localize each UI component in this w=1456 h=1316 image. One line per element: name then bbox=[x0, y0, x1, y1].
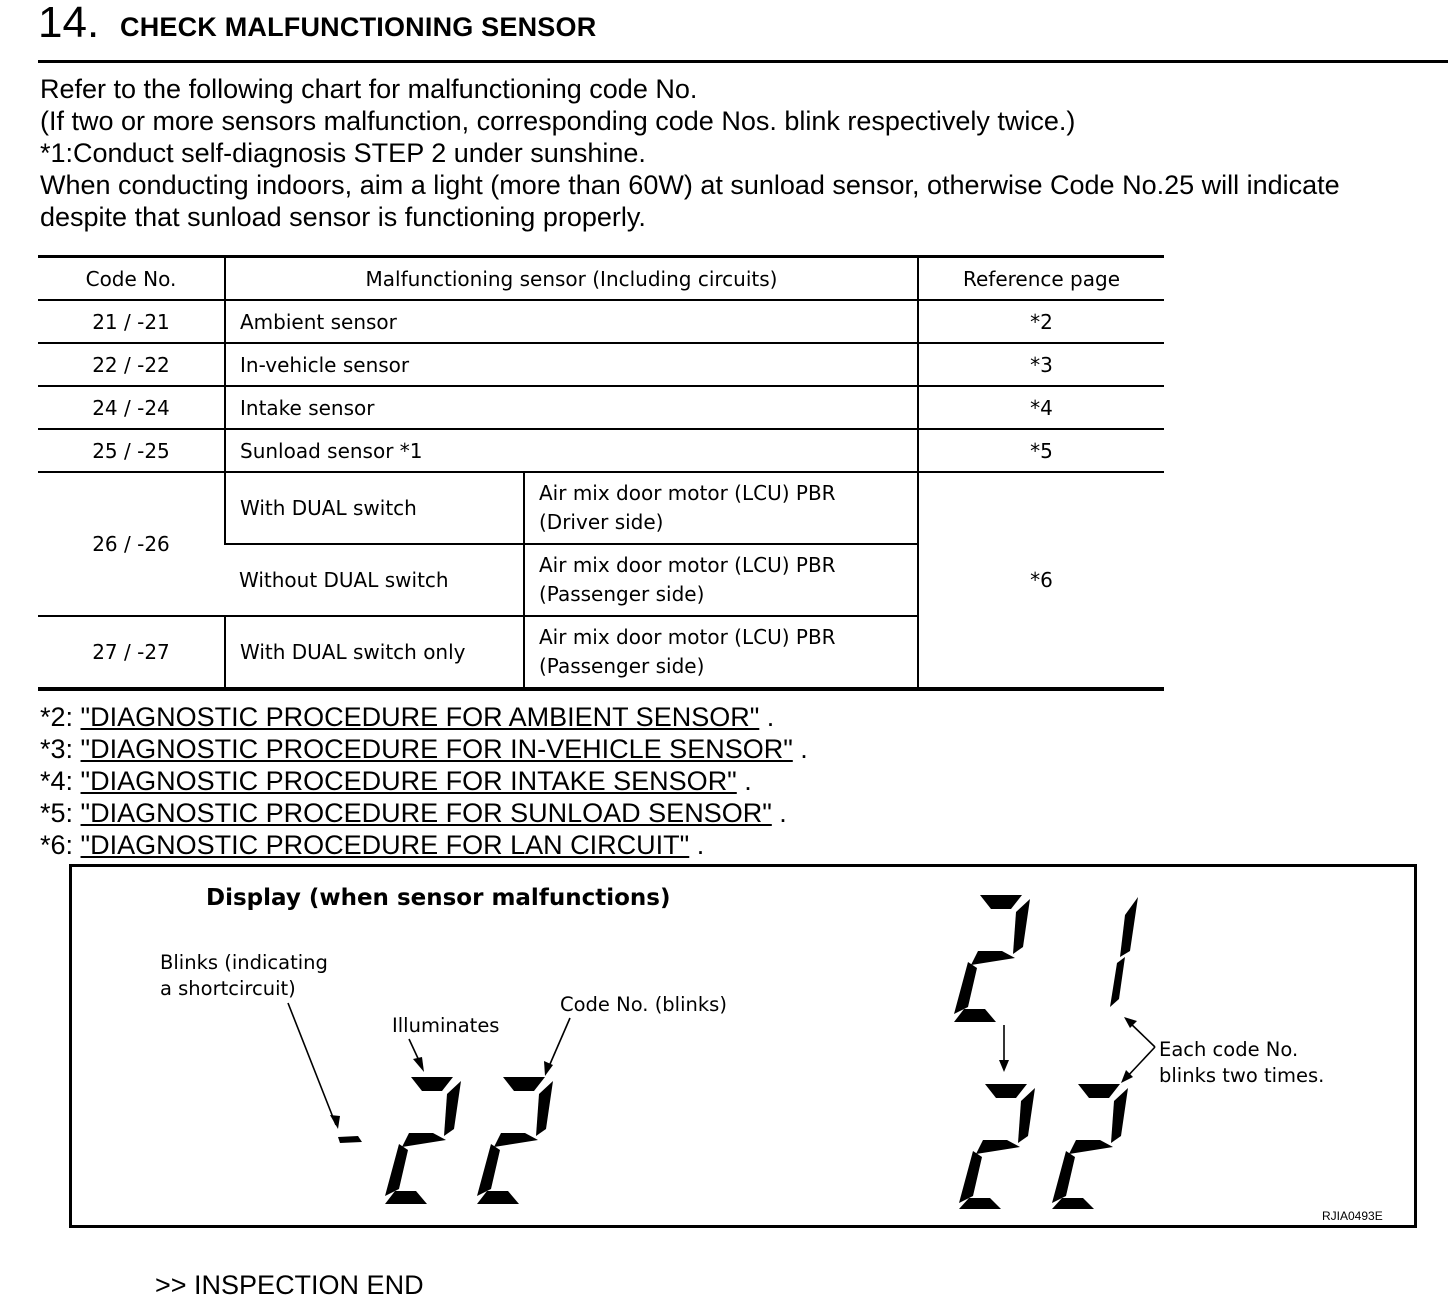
code-cell: 26 / -26 bbox=[38, 472, 225, 616]
reference-item bbox=[40, 701, 808, 733]
sensor-cell: Intake sensor bbox=[225, 386, 918, 429]
detail-line: (Passenger side) bbox=[539, 582, 705, 606]
code-cell: 22 / -22 bbox=[38, 343, 225, 386]
reference-link[interactable]: "DIAGNOSTIC PROCEDURE FOR SUNLOAD SENSOR" bbox=[80, 798, 772, 828]
minus-segment bbox=[338, 1136, 362, 1143]
intro-text bbox=[40, 73, 1456, 233]
seven-segment-digit bbox=[959, 1084, 1035, 1209]
intro-line: (If two or more sensors malfunction, corresponding code Nos. blink respectively twice.) bbox=[40, 106, 1076, 136]
reference-key: *4: bbox=[40, 766, 81, 796]
ref-cell: *2 bbox=[918, 300, 1164, 343]
sensor-cell: In-vehicle sensor bbox=[225, 343, 918, 386]
detail-line: (Driver side) bbox=[539, 510, 664, 534]
code-cell: 21 / -21 bbox=[38, 300, 225, 343]
seven-segment-digit bbox=[477, 1077, 553, 1204]
detail-line: Air mix door motor (LCU) PBR bbox=[539, 481, 836, 505]
table-row bbox=[38, 386, 1164, 429]
reference-link[interactable]: "DIAGNOSTIC PROCEDURE FOR IN-VEHICLE SENSOR" bbox=[80, 734, 793, 764]
seven-segment-digit bbox=[954, 895, 1030, 1022]
arrow-head bbox=[330, 1115, 340, 1129]
reference-link[interactable]: "DIAGNOSTIC PROCEDURE FOR INTAKE SENSOR" bbox=[80, 766, 737, 796]
arrow-head bbox=[544, 1061, 553, 1076]
ref-cell: *3 bbox=[918, 343, 1164, 386]
reference-tail: . bbox=[736, 766, 752, 796]
detail-cell bbox=[524, 616, 918, 689]
reference-link[interactable]: "DIAGNOSTIC PROCEDURE FOR AMBIENT SENSOR" bbox=[80, 702, 760, 732]
detail-cell bbox=[524, 544, 918, 616]
condition-cell: With DUAL switch bbox=[225, 472, 524, 544]
code-blinks-label: Code No. (blinks) bbox=[560, 993, 727, 1016]
detail-line: Air mix door motor (LCU) PBR bbox=[539, 625, 836, 649]
condition-cell: Without DUAL switch bbox=[225, 544, 524, 616]
sensor-cell: Ambient sensor bbox=[225, 300, 918, 343]
reference-item bbox=[40, 797, 808, 829]
segment-display-art bbox=[72, 867, 1414, 1225]
col-header-sensor: Malfunctioning sensor (Including circuits) bbox=[225, 257, 918, 301]
reference-tail: . bbox=[771, 798, 787, 828]
reference-item bbox=[40, 733, 808, 765]
reference-tail: . bbox=[792, 734, 808, 764]
each-code-label: Each code No. blinks two times. bbox=[1159, 1038, 1325, 1087]
condition-cell: With DUAL switch only bbox=[225, 616, 524, 689]
reference-key: *5: bbox=[40, 798, 81, 828]
intro-line: despite that sunload sensor is functioning properly. bbox=[40, 202, 646, 232]
col-header-ref: Reference page bbox=[918, 257, 1164, 301]
arrow-head bbox=[999, 1060, 1009, 1072]
figure-title: Display (when sensor malfunctions) bbox=[206, 885, 671, 911]
ref-cell: *4 bbox=[918, 386, 1164, 429]
step-header bbox=[38, 0, 1448, 63]
intro-line: When conducting indoors, aim a light (more than 60W) at sunload sensor, otherwise Code No.25 will indicate bbox=[40, 170, 1340, 200]
table-row bbox=[38, 300, 1164, 343]
col-header-code: Code No. bbox=[85, 266, 177, 291]
code-cell: 24 / -24 bbox=[38, 386, 225, 429]
table-row bbox=[38, 472, 1164, 544]
detail-line: Air mix door motor (LCU) PBR bbox=[539, 553, 836, 577]
reference-item bbox=[40, 829, 808, 861]
intro-line: *1:Conduct self-diagnosis STEP 2 under sunshine. bbox=[40, 138, 646, 168]
table-row bbox=[38, 343, 1164, 386]
seven-segment-digit bbox=[1052, 1084, 1128, 1209]
sensor-cell: Sunload sensor *1 bbox=[225, 429, 918, 472]
code-cell: 27 / -27 bbox=[38, 616, 225, 689]
reference-tail: . bbox=[759, 702, 775, 732]
reference-key: *6: bbox=[40, 830, 81, 860]
ref-cell: *6 bbox=[918, 472, 1164, 689]
table-row bbox=[38, 429, 1164, 472]
step-number: 14. bbox=[38, 0, 100, 47]
detail-line: (Passenger side) bbox=[539, 654, 705, 678]
detail-cell bbox=[524, 472, 918, 544]
display-figure bbox=[69, 864, 1417, 1228]
reference-key: *3: bbox=[40, 734, 81, 764]
arrow-head bbox=[1124, 1017, 1137, 1028]
intro-line: Refer to the following chart for malfunctioning code No. bbox=[40, 74, 698, 104]
illuminates-label: Illuminates bbox=[392, 1014, 500, 1037]
reference-tail: . bbox=[689, 830, 705, 860]
seven-segment-digit bbox=[1110, 897, 1138, 1007]
reference-key: *2: bbox=[40, 702, 81, 732]
step-title: CHECK MALFUNCTIONING SENSOR bbox=[120, 12, 597, 42]
table-header-row bbox=[38, 257, 1164, 301]
blinks-label: Blinks (indicating a shortcircuit) bbox=[160, 951, 328, 1000]
code-cell: 25 / -25 bbox=[38, 429, 225, 472]
code-table bbox=[38, 255, 1164, 691]
arrow-head bbox=[413, 1057, 424, 1072]
figure-id: RJIA0493E bbox=[1322, 1209, 1383, 1223]
seven-segment-digit bbox=[385, 1077, 461, 1204]
reference-list bbox=[40, 701, 808, 861]
reference-link[interactable]: "DIAGNOSTIC PROCEDURE FOR LAN CIRCUIT" bbox=[80, 830, 690, 860]
inspection-end: >> INSPECTION END bbox=[155, 1270, 424, 1300]
ref-cell: *5 bbox=[918, 429, 1164, 472]
reference-item bbox=[40, 765, 808, 797]
